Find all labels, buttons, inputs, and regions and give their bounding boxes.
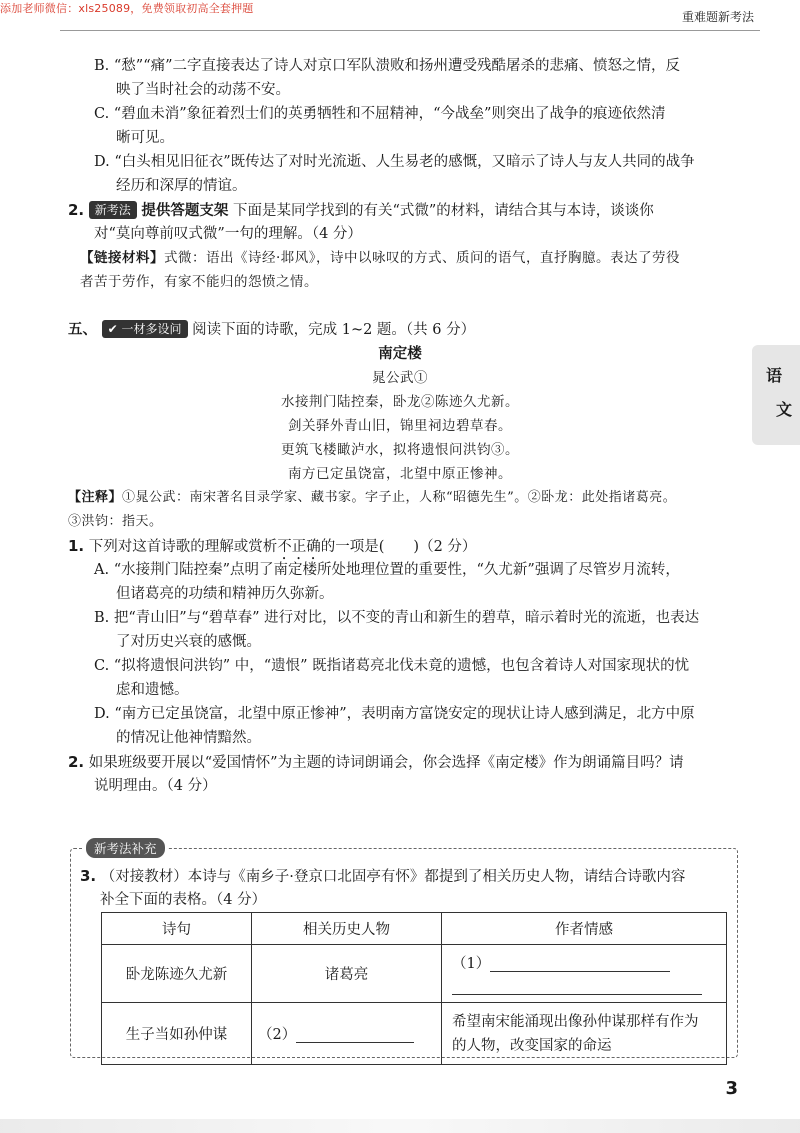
new-method-tag: 新考法 (89, 201, 137, 219)
table-cell-verse: 生子当如孙仲谋 (102, 1003, 252, 1065)
q1-option-a-line1: A. “水接荆门陆控秦”点明了南定楼所处地理位置的重要性，“久尤新”强调了尽管岁月流转， (94, 562, 680, 578)
poem-line-1: 水接荆门陆控秦，卧龙②陈迹久尤新。 (281, 394, 519, 410)
prev-q2-number: 2. (68, 201, 85, 219)
poem-author: 晁公武① (372, 370, 428, 386)
header-divider (60, 30, 760, 31)
q3-number: 3. (80, 867, 97, 885)
side-tab-char-1: 语 (766, 366, 783, 385)
table-cell-answer-blank-1[interactable]: （1） (442, 945, 727, 1003)
poem-line-3: 更筑飞楼瞰泸水，拟将遗恨问洪钧③。 (281, 442, 519, 458)
prev-option-c-line1: C. “碧血未消”象征着烈士们的英勇牺牲和不屈精神，“今战垒”则突出了战争的痕迹依然清 (94, 106, 666, 122)
linked-material-line2: 者苦于劳作，有家不能归的怨愤之情。 (80, 274, 318, 290)
page-number: 3 (725, 1078, 738, 1099)
page-header: 重难题新考法 (681, 10, 754, 24)
notes-line2: ③洪钧：指天。 (68, 514, 163, 529)
table-cell-emotion: 希望南宋能涌现出像孙仲谋那样有作为 的人物，改变国家的命运 (442, 1003, 727, 1065)
section-five-prefix: 五、 (68, 322, 97, 338)
table-cell-figure: 诸葛亮 (252, 945, 442, 1003)
table-header-verse: 诗句 (102, 913, 252, 945)
table-row (102, 945, 727, 1003)
q1-option-b-line2: 了对历史兴衰的感慨。 (116, 634, 261, 650)
table-row (102, 1003, 727, 1065)
poem-line-4: 南方已定虽饶富，北望中原正惨神。 (288, 466, 512, 482)
prev-option-b-line1: B. “愁”“痛”二字直接表达了诗人对京口军队溃败和扬州遭受残酷屠杀的悲痛、愤怒之情，反 (94, 58, 681, 74)
table-cell-verse: 卧龙陈迹久尤新 (102, 945, 252, 1003)
prev-option-b-line2: 映了当时社会的动荡不安。 (116, 82, 290, 98)
table-cell-answer-blank-2[interactable]: （2） (252, 1003, 442, 1065)
linked-material-label: 【链接材料】 (80, 250, 164, 266)
linked-material-line1 (80, 246, 680, 270)
section-five-instruction: 阅读下面的诗歌，完成 1~2 题。（共 6 分） (192, 322, 476, 338)
side-tab-char-2: 文 (776, 400, 793, 419)
notes-line1 (68, 486, 676, 510)
prev-q2-text-2: 对“莫向尊前叹式微”一句的理解。（4 分） (94, 226, 362, 242)
prev-q2-text-1: 下面是某同学找到的有关“式微”的材料，请结合其与本诗，谈谈你 (232, 203, 654, 219)
table-header-figure: 相关历史人物 (252, 913, 442, 945)
question-2-line1 (68, 750, 684, 775)
q2-number: 2. (68, 753, 85, 771)
prev-q2-label: 提供答题支架 (141, 203, 229, 219)
linked-material-text-1: 式微：语出《诗经·邶风》，诗中以咏叹的方式、质问的语气，直抒胸臆。表达了劳役 (164, 250, 681, 266)
multi-question-tag: ✔ 一材多设问 (102, 320, 188, 338)
notes-text-1: ①晁公武：南宋著名目录学家、藏书家。字子止，人称“昭德先生”。②卧龙：此处指诸葛亮。 (122, 490, 677, 505)
q1-option-b-line1: B. 把“青山旧”与“碧草春” 进行对比，以不变的青山和新生的碧草，暗示着时光的流逝，也表达 (94, 610, 700, 626)
question-3-line1 (80, 864, 685, 889)
prev-option-c-line2: 晰可见。 (116, 130, 174, 146)
prev-option-d-line1: D. “白头相见旧征衣”既传达了对时光流逝、人生易老的感慨，又暗示了诗人与友人共同的战争 (94, 154, 695, 170)
footer-strip (0, 1119, 800, 1133)
q1-option-c-line2: 虑和遗憾。 (116, 682, 189, 698)
section-five-heading (68, 318, 475, 342)
q1-number: 1. (68, 537, 85, 555)
watermark-text: 添加老师微信：xls25089，免费领取初高全套押题 (0, 2, 254, 15)
history-figures-table (101, 912, 727, 1065)
q1-text-c: 的一项是( )（2 分） (320, 539, 477, 555)
q2-text-2: 说明理由。（4 分） (94, 778, 217, 794)
poem-line-2: 剑关驿外青山旧，锦里祠边碧草春。 (288, 418, 512, 434)
q1-option-a-line2: 但诸葛亮的功绩和精神历久弥新。 (116, 586, 334, 602)
table-header-emotion: 作者情感 (442, 913, 727, 945)
table-header-row (102, 913, 727, 945)
q1-option-d-line1: D. “南方已定虽饶富，北望中原正惨神”，表明南方富饶安定的现状让诗人感到满足，北方中原 (94, 706, 695, 722)
notes-label: 【注释】 (68, 490, 123, 505)
prev-option-d-line2: 经历和深厚的情谊。 (116, 178, 247, 194)
poem-title: 南定楼 (378, 346, 422, 362)
q3-text-2: 补全下面的表格。（4 分） (100, 892, 267, 908)
q3-text-1: （对接教材）本诗与《南乡子·登京口北固亭有怀》都提到了相关历史人物，请结合诗歌内容 (100, 869, 686, 885)
q1-option-c-line1: C. “拟将遗恨问洪钧” 中，“遗恨” 既指诸葛亮北伐未竟的遗憾，也包含着诗人对国家现状的忧 (94, 658, 690, 674)
prev-question-2 (68, 198, 654, 223)
supplement-tag: 新考法补充 (84, 838, 167, 858)
q1-text-a: 下列对这首诗歌的理解或赏析 (88, 539, 278, 555)
q1-option-d-line2: 的情况让他神情黯然。 (116, 730, 261, 746)
q1-emphasis: 不正确 (277, 539, 321, 555)
q2-text-1: 如果班级要开展以“爱国情怀”为主题的诗词朗诵会，你会选择《南定楼》作为朗诵篇目吗？请 (88, 755, 684, 771)
